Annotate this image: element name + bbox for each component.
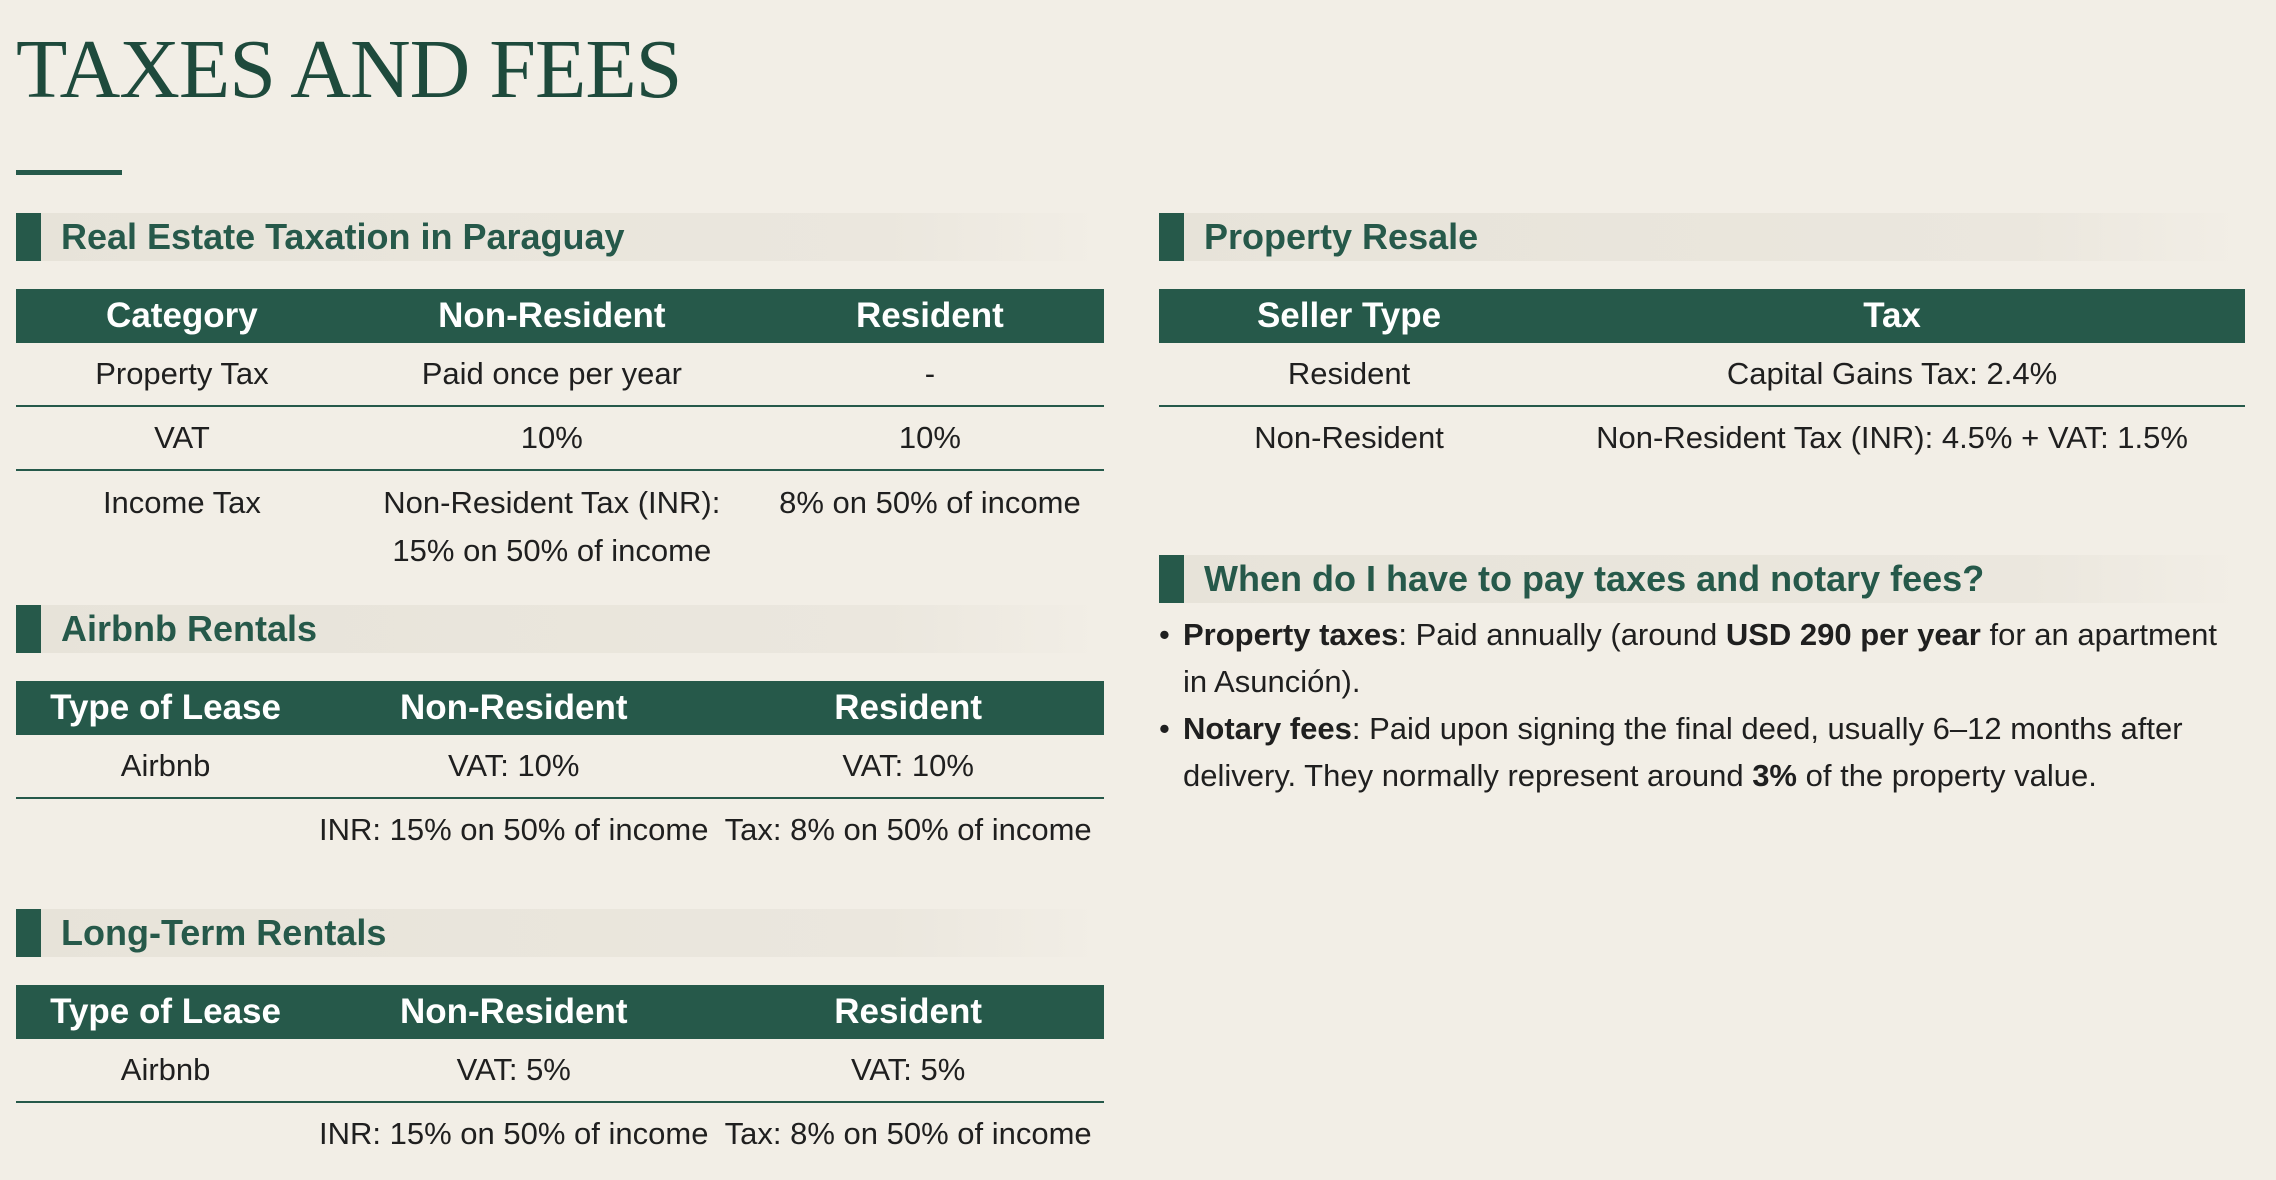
- left-column: [16, 213, 1104, 1165]
- payment-bullet-list: [1159, 611, 2245, 799]
- table-cell: 10%: [348, 406, 756, 470]
- bullet-text: for an apartment in Asunción).: [1183, 617, 2217, 699]
- table-cell: [16, 1102, 315, 1165]
- table-row: [1159, 406, 2245, 469]
- table-cell: [16, 798, 315, 861]
- column-header: Type of Lease: [16, 985, 315, 1039]
- taxation-table: [16, 289, 1104, 575]
- heading-text: Airbnb Rentals: [61, 608, 318, 649]
- table-cell: VAT: 5%: [315, 1039, 712, 1102]
- table-cell: Paid once per year: [348, 343, 756, 406]
- bullet-emphasis: 3%: [1752, 758, 1797, 793]
- page-title: TAXES AND FEES: [16, 23, 682, 116]
- heading-text: When do I have to pay taxes and notary fees?: [1204, 558, 1985, 599]
- heading-bar: [16, 909, 41, 957]
- list-item: [1159, 705, 2245, 799]
- table-cell: 10%: [756, 406, 1104, 470]
- table-cell: Airbnb: [16, 1039, 315, 1102]
- section-heading-taxation: [16, 213, 1104, 261]
- section-heading-long-term: [16, 909, 1104, 957]
- table-cell: [348, 470, 756, 575]
- table-cell: VAT: [16, 406, 348, 470]
- column-header: Type of Lease: [16, 681, 315, 735]
- table-cell: Income Tax: [102, 485, 261, 520]
- right-column: [1159, 213, 2245, 799]
- heading-text: Real Estate Taxation in Paraguay: [61, 216, 625, 257]
- table-cell: Airbnb: [16, 735, 315, 798]
- table-cell: Property Tax: [16, 343, 348, 406]
- table-header-row: [1159, 289, 2245, 343]
- table-row: [16, 1039, 1104, 1102]
- column-header: Resident: [712, 985, 1104, 1039]
- table-cell: Non-Resident: [1254, 420, 1444, 455]
- column-header: Non-Resident: [348, 289, 756, 343]
- bullet-text: : Paid annually (around: [1398, 617, 1726, 652]
- table-cell: VAT: 5%: [712, 1039, 1104, 1102]
- long-term-table: [16, 985, 1104, 1165]
- table-header-row: [16, 289, 1104, 343]
- table-cell: VAT: 10%: [315, 735, 712, 798]
- heading-bar: [1159, 213, 1184, 261]
- bullet-label: Property taxes: [1183, 617, 1399, 652]
- title-underline: [16, 170, 122, 175]
- table-cell: Resident: [1159, 343, 1539, 406]
- table-cell: Capital Gains Tax: 2.4%: [1539, 343, 2245, 406]
- section-heading-payment: [1159, 555, 2245, 603]
- cell-line: Non-Resident Tax (INR):: [383, 485, 721, 520]
- table-cell: INR: 15% on 50% of income: [319, 812, 709, 847]
- table-header-row: [16, 985, 1104, 1039]
- heading-text: Long-Term Rentals: [61, 912, 387, 953]
- heading-bar: [16, 213, 41, 261]
- table-cell: VAT: 10%: [712, 735, 1104, 798]
- column-header: Seller Type: [1159, 289, 1539, 343]
- bullet-emphasis: USD 290 per year: [1725, 617, 1981, 652]
- heading-text: Property Resale: [1204, 216, 1479, 257]
- table-cell: 8% on 50% of income: [779, 485, 1081, 520]
- table-row: [16, 798, 1104, 861]
- bullet-text: of the property value.: [1797, 758, 2097, 793]
- table-row: [16, 406, 1104, 470]
- table-row: [16, 1102, 1104, 1165]
- column-header: Resident: [712, 681, 1104, 735]
- heading-bar: [1159, 555, 1184, 603]
- table-cell: INR: 15% on 50% of income: [319, 1116, 709, 1151]
- bullet-label: Notary fees: [1183, 711, 1352, 746]
- column-header: Non-Resident: [315, 985, 712, 1039]
- section-heading-resale: [1159, 213, 2245, 261]
- table-cell: Tax: 8% on 50% of income: [724, 812, 1092, 847]
- airbnb-table: [16, 681, 1104, 861]
- list-item: [1159, 611, 2245, 705]
- table-cell: -: [756, 343, 1104, 406]
- bullet-text: : Paid upon signing the final deed, usually 6–12 months after delivery. They normally represent around: [1183, 711, 2183, 793]
- resale-table: [1159, 289, 2245, 469]
- table-row: [16, 343, 1104, 406]
- column-header: Category: [16, 289, 348, 343]
- section-heading-airbnb: [16, 605, 1104, 653]
- table-header-row: [16, 681, 1104, 735]
- column-header: Resident: [756, 289, 1104, 343]
- column-header: Tax: [1539, 289, 2245, 343]
- table-cell: Non-Resident Tax (INR): 4.5% + VAT: 1.5%: [1596, 420, 2188, 455]
- heading-bar: [16, 605, 41, 653]
- table-row: [16, 470, 1104, 575]
- table-cell: Tax: 8% on 50% of income: [724, 1116, 1092, 1151]
- table-row: [1159, 343, 2245, 406]
- column-header: Non-Resident: [315, 681, 712, 735]
- cell-line: 15% on 50% of income: [392, 533, 712, 568]
- table-row: [16, 735, 1104, 798]
